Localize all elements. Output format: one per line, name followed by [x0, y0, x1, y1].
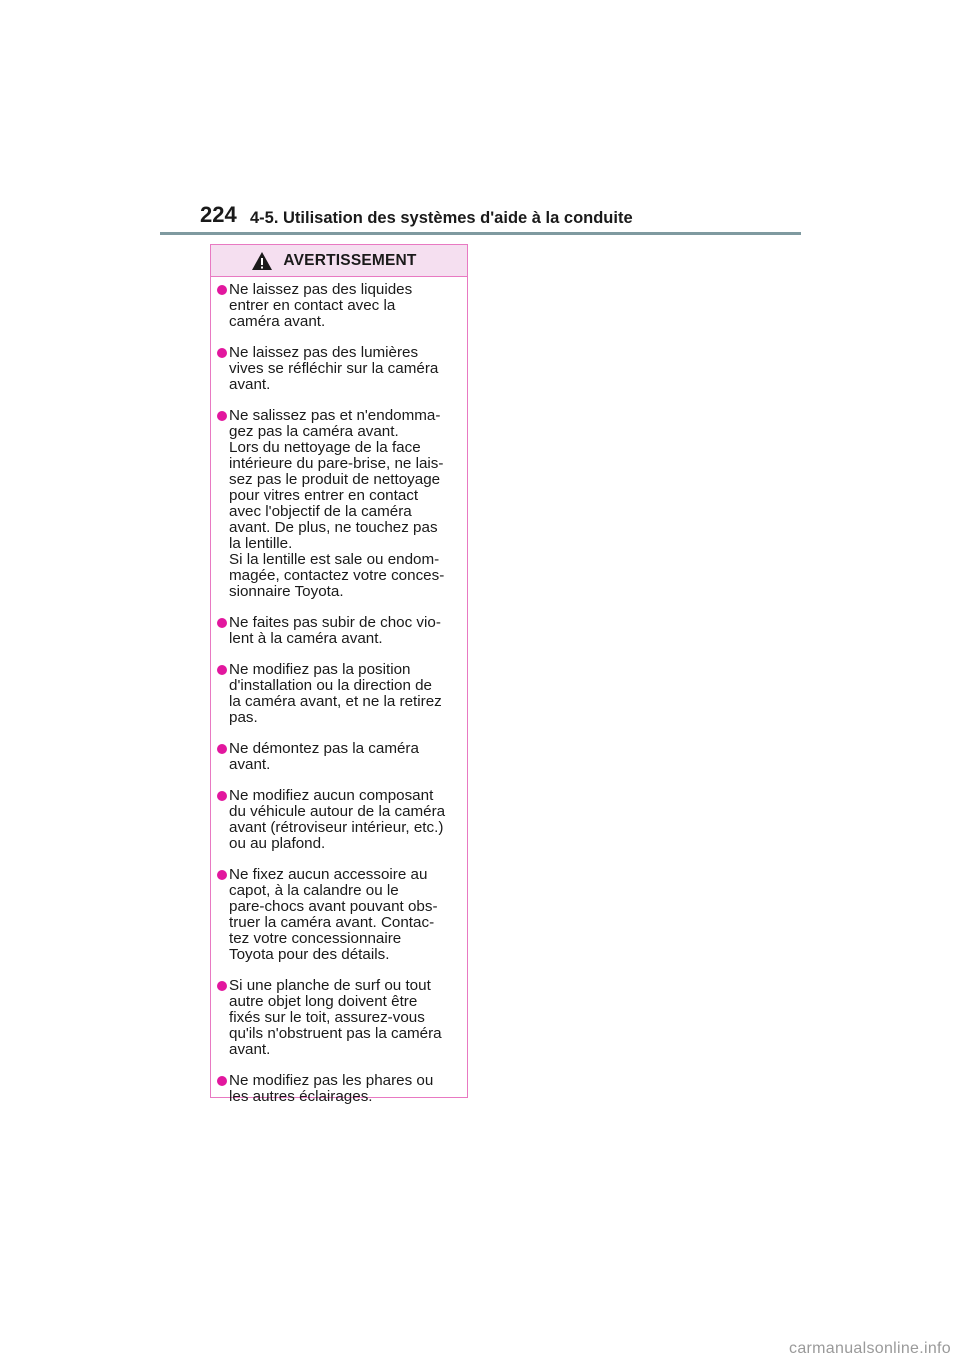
bullet-icon [217, 744, 227, 754]
warning-box [210, 244, 468, 1105]
bullet-icon [217, 665, 227, 675]
warning-item-text: Ne laissez pas des liquides entrer en contact avec la caméra avant. [229, 281, 413, 330]
warning-triangle-icon [251, 251, 273, 271]
bullet-icon [217, 348, 227, 358]
warning-item-text: Ne modifiez pas la position d'installation ou la direction de la caméra avant, et ne la retirez pas. [229, 661, 442, 726]
bullet-icon [217, 1076, 227, 1086]
bullet-icon [217, 618, 227, 628]
warning-item [217, 788, 463, 852]
warning-item [217, 345, 463, 393]
page-number: 224 [200, 202, 237, 227]
warning-item-text: Ne salissez pas et n'endomma- gez pas la caméra avant. Lors du nettoyage de la face intérieure du pare-brise, ne lais- sez pas le produit de nettoyage pour vitres entrer en contact avec l'objectif de la caméra avant. De plus, ne touchez pas la lentille. Si la lentille est sale ou endom- magée, contactez votre conces- sionnaire Toyota. [229, 407, 445, 600]
warning-item-text: Ne fixez aucun accessoire au capot, à la calandre ou le pare-chocs avant pouvant obs- truer la caméra avant. Contac- tez votre concessionnaire Toyota pour des détails. [229, 866, 438, 963]
warning-item-text: Ne faites pas subir de choc vio- lent à la caméra avant. [229, 614, 441, 647]
warning-item [217, 741, 463, 773]
warning-item [217, 662, 463, 726]
warning-list [211, 277, 467, 1105]
warning-item-text: Ne démontez pas la caméra avant. [229, 740, 419, 773]
header-divider [160, 232, 801, 235]
bullet-icon [217, 870, 227, 880]
bullet-icon [217, 791, 227, 801]
warning-title: AVERTISSEMENT [283, 251, 417, 269]
warning-item [217, 282, 463, 330]
warning-item [217, 408, 463, 600]
warning-item-text: Ne laissez pas des lumières vives se réfléchir sur la caméra avant. [229, 344, 439, 393]
bullet-icon [217, 981, 227, 991]
bullet-icon [217, 411, 227, 421]
section-title: 4-5. Utilisation des systèmes d'aide à la conduite [250, 209, 633, 227]
warning-item-text: Ne modifiez aucun composant du véhicule autour de la caméra avant (rétroviseur intérieur, etc.) ou au plafond. [229, 787, 446, 852]
warning-item-text: Ne modifiez pas les phares ou les autres éclairages. [229, 1072, 434, 1105]
warning-item [217, 978, 463, 1058]
warning-item [217, 1073, 463, 1105]
warning-item [217, 867, 463, 963]
watermark: carmanualsonline.info [789, 1340, 951, 1357]
warning-header [211, 245, 467, 277]
bullet-icon [217, 285, 227, 295]
warning-item [217, 615, 463, 647]
warning-item-text: Si une planche de surf ou tout autre objet long doivent être fixés sur le toit, assurez-vous qu'ils n'obstruent pas la caméra avant. [229, 977, 442, 1058]
